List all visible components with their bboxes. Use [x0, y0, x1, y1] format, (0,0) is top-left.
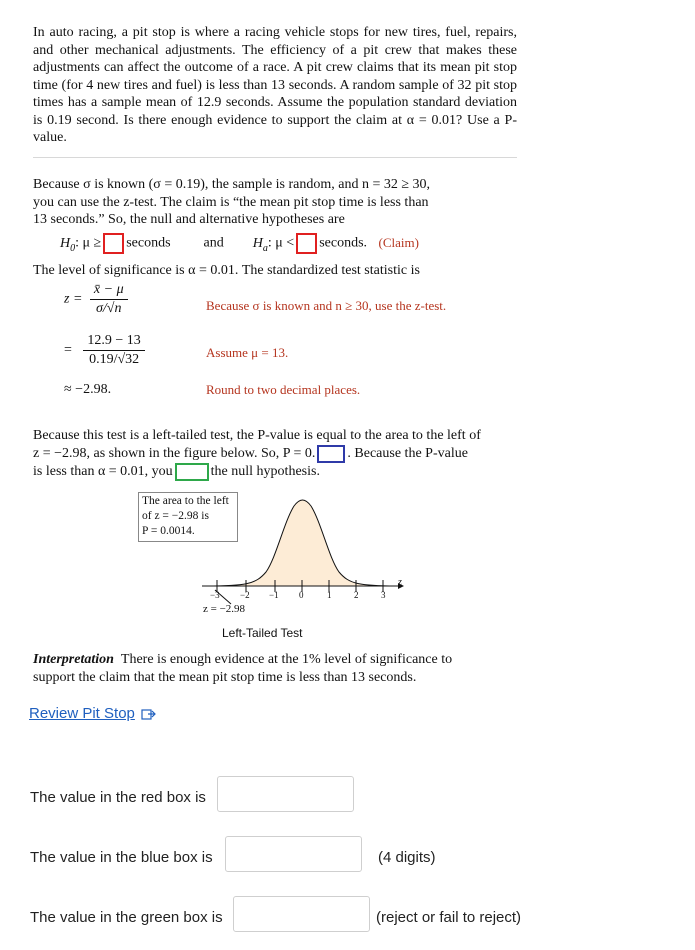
- review-link[interactable]: [29, 705, 157, 723]
- pvalue-line-2: z = −2.98, as shown in the figure below. So, P = 0. . Because the P-value: [33, 445, 468, 461]
- interpretation-line-1: There is enough evidence at the 1% level of significance to: [120, 652, 453, 667]
- ha-label: $H_a$: [252, 235, 268, 254]
- blue-answer-hint: (4 digits): [378, 849, 436, 866]
- blue-box: [317, 445, 345, 463]
- h0-label: $H_0$: [60, 235, 76, 254]
- step2-eq: =: [64, 342, 72, 358]
- tick-label: 0: [299, 590, 304, 600]
- tick-label: 3: [381, 590, 386, 600]
- h0-unit: seconds: [126, 235, 171, 251]
- formula-fraction: [90, 282, 128, 317]
- problem-text: In auto racing, a pit stop is where a racing vehicle stops for new tires, fuel, repairs, and other mechanical adjustments. The efficiency of a pit crew that makes these adjustments can affect the outcome of a race. A pit crew claims that its mean pit stop time (for 4 new tires and fuel) is less than 13 seconds. A random sample of 32 pit stop times has a sample mean of 12.9 seconds. Assume the population standard deviation is 0.19 second. Is there enough evidence to support the claim at α = 0.01? Use a P-value.: [33, 25, 517, 145]
- formula-numerator: x̄ − μ: [90, 282, 128, 300]
- z-value-label: z = −2.98: [203, 603, 246, 615]
- red-box: [103, 233, 124, 254]
- pvalue-line-1: Because this test is a left-tailed test, the P-value is equal to the area to the left of: [33, 428, 481, 443]
- intro-line-1: Because σ is known (σ = 0.19), the sample is random, and n = 32 ≥ 30,: [33, 177, 431, 192]
- step2-denominator: 0.19/√32: [89, 352, 140, 367]
- step2-fraction: [83, 333, 144, 368]
- formula-denominator: σ/√n: [96, 301, 122, 316]
- annotation-line-2: of z = −2.98 is: [142, 510, 209, 522]
- step3-note: Round to two decimal places.: [206, 382, 361, 397]
- formula-step-2: [64, 333, 145, 368]
- step3-result: ≈ −2.98.: [64, 382, 112, 397]
- figure-caption: Left-Tailed Test: [222, 626, 303, 640]
- tick-labels: [0, 590, 695, 604]
- tick-label: −1: [269, 590, 279, 600]
- solution-intro: [33, 176, 517, 229]
- h0-relation: : μ ≥: [75, 235, 102, 251]
- annotation-line-1: The area to the left: [142, 495, 229, 507]
- tick-label: −3: [210, 590, 220, 600]
- significance-line: The level of significance is α = 0.01. The standardized test statistic is: [33, 263, 420, 278]
- annotation-line-3: P = 0.0014.: [142, 525, 195, 537]
- external-link-icon[interactable]: [141, 707, 157, 721]
- red-answer-input[interactable]: [217, 776, 354, 812]
- green-answer-input[interactable]: [233, 896, 370, 932]
- pvalue-paragraph: [33, 427, 523, 481]
- formula-note: Because σ is known and n ≥ 30, use the z-test.: [206, 298, 447, 313]
- step2-numerator: 12.9 − 13: [83, 333, 144, 351]
- tick-label: 1: [327, 590, 332, 600]
- figure-annotation: [138, 492, 238, 542]
- curve-area: [216, 500, 389, 586]
- intro-line-2: you can use the z-test. The claim is “the mean pit stop time is less than: [33, 194, 429, 210]
- green-answer-label: The value in the green box is: [30, 909, 223, 926]
- hypotheses-row: [60, 233, 419, 254]
- tick-label: 2: [354, 590, 359, 600]
- review-link-label[interactable]: Review Pit Stop: [29, 705, 135, 722]
- pvalue-line-3: is less than α = 0.01, you the null hypothesis.: [33, 463, 320, 479]
- interpretation-heading: Interpretation: [33, 652, 114, 667]
- divider: [33, 157, 517, 158]
- green-box: [175, 463, 209, 481]
- claim-tag: (Claim): [378, 234, 419, 250]
- interpretation-line-2: support the claim that the mean pit stop time is less than 13 seconds.: [33, 669, 417, 685]
- ha-unit: seconds.: [319, 235, 368, 251]
- red-answer-label: The value in the red box is: [30, 789, 206, 806]
- z-var: z =: [64, 291, 83, 307]
- interpretation: [33, 651, 533, 686]
- tick-label: −2: [240, 590, 250, 600]
- blue-answer-input[interactable]: [225, 836, 362, 872]
- intro-line-3: 13 seconds.” So, the null and alternative hypotheses are: [33, 212, 345, 227]
- red-box-2: [296, 233, 317, 254]
- step2-note: Assume μ = 13.: [206, 345, 289, 360]
- axis-variable: z: [398, 577, 402, 588]
- ha-relation: : μ <: [267, 235, 295, 251]
- green-answer-hint: (reject or fail to reject): [376, 909, 522, 926]
- and-word: and: [203, 235, 224, 251]
- blue-answer-label: The value in the blue box is: [30, 849, 213, 866]
- formula-step-1: [64, 282, 128, 317]
